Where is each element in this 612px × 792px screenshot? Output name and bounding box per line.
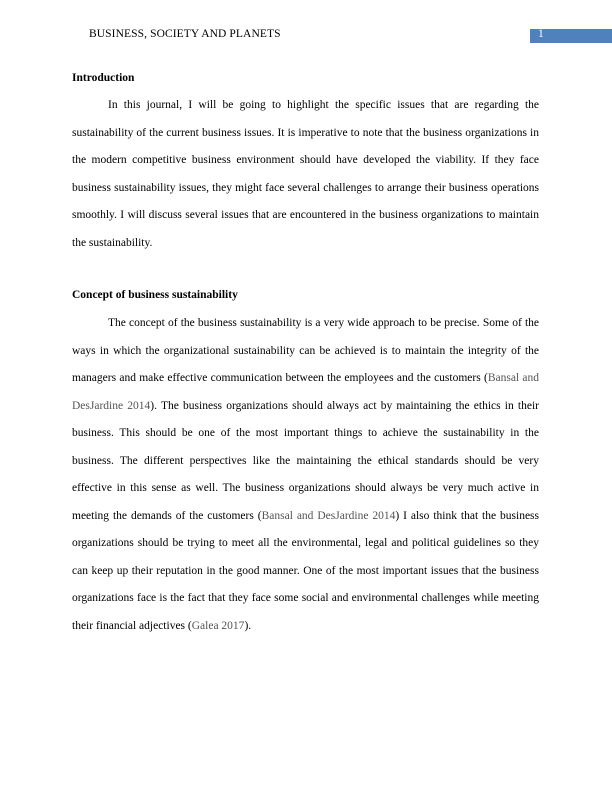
introduction-body [72,92,539,257]
concept-text-part-1: The concept of the business sustainability is a very wide approach to be precise. Some of the ways in which the organizational sustainability can be achieved is to maintain the integrity of the managers and make effective communication between the employees and the customers ( [72,317,539,384]
section-heading-concept: Concept of business sustainability [72,289,238,301]
citation-galea: Galea 2017 [191,619,245,632]
concept-text-part-2: ). The business organizations should always act by maintaining the ethics in their business. This should be one of the most important things to achieve the sustainability in the business. The different perspectives like the maintaining the ethical standards should be very effective in this sense as well. The business organizations should always be very much active in meeting the demands of the customers ( [72,399,540,522]
introduction-paragraph: In this journal, I will be going to highlight the specific issues that are regarding the sustainability of the current business issues. It is imperative to note that the business organizations in the modern competitive business environment should have developed the viability. If they face business sustainability issues, they might face several challenges to arrange their business operations smoothly. I will discuss several issues that are encountered in the business organizations to maintain the sustainability. [72,99,539,249]
concept-paragraph [72,310,539,640]
page-number-box [530,29,612,43]
page-number: 1 [538,28,544,40]
concept-text-part-4: ). [244,619,252,632]
section-heading-introduction: Introduction [72,72,135,84]
citation-bansal-2: Bansal and DesJardine 2014 [261,509,396,522]
citation-bansal-1: Bansal and DesJardine 2014 [72,372,539,412]
concept-text-part-3: ) I also think that the business organizations should be trying to meet all the environmental, legal and political guidelines so they can keep up their reputation in the good manner. One of the most important issues that the business organizations face is the fact that they face some social and environmental challenges while meeting their financial adjectives ( [72,509,540,632]
concept-body [72,310,539,640]
running-head: BUSINESS, SOCIETY AND PLANETS [89,28,281,40]
